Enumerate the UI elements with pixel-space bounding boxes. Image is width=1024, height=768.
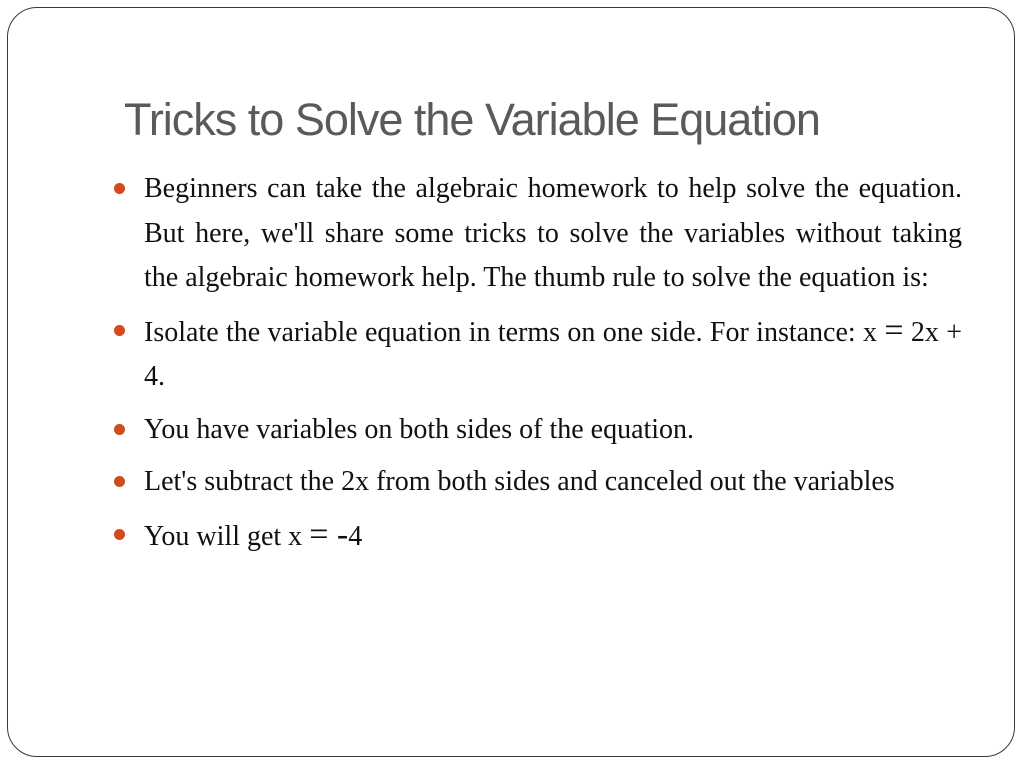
bullet-item [114, 167, 962, 301]
bullet-item [114, 460, 962, 505]
bullet-text: You will get x [144, 520, 310, 552]
bullet-text: Isolate the variable equation in terms on one side. For instance: x [144, 316, 885, 348]
bullet-list [114, 167, 962, 567]
equals-sign: = [884, 311, 904, 349]
bullet-dot-icon [114, 183, 125, 194]
slide-title: Tricks to Solve the Variable Equation [124, 94, 820, 145]
bullet-text: Let's subtract the 2x from both sides and canceled out the variables [144, 466, 895, 497]
bullet-dot-icon [114, 529, 125, 540]
bullet-dot-icon [114, 424, 125, 435]
bullet-text: You have variables on both sides of the equation. [144, 413, 695, 445]
bullet-item [114, 513, 962, 560]
bullet-dot-icon [114, 476, 125, 487]
bullet-text: Beginners can take the algebraic homework to help solve the equation. But here, we'll share some tricks to solve the variables without taking the algebraic homework help. The thumb rule to solve the equation is: [144, 173, 962, 293]
equals-sign: = - [309, 515, 349, 553]
bullet-item [114, 408, 962, 453]
bullet-dot-icon [114, 325, 125, 336]
bullet-text: 2x + 4. [144, 316, 963, 392]
bullet-item [114, 309, 962, 400]
bullet-text: 4 [348, 520, 363, 552]
